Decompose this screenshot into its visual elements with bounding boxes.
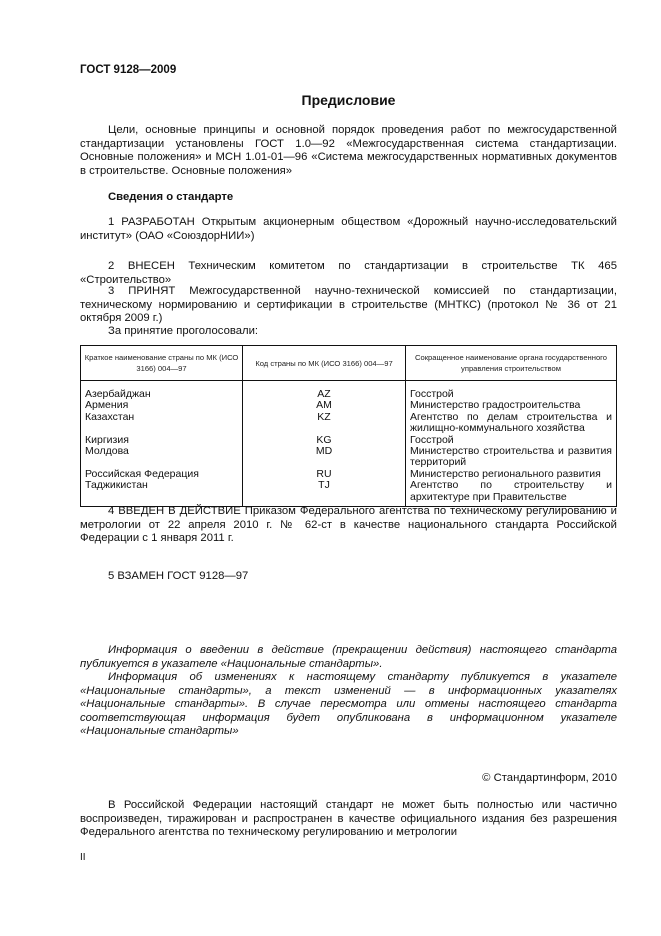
info-paragraph-2: Информация об изменениях к настоящему стандарту публикуется в указателе «Национальные стандарты», а текст изменений — в информационных указателях «Национальные стандарты». В случае пересмотра или отмены настоящего стандарта соответствующая информация будет опубликована в информационном указателе «Национальные стандарты» — [80, 671, 617, 738]
page-number: II — [80, 852, 86, 863]
col-header-authority: Сокращенное наименование органа государственного управления строительством — [406, 346, 617, 381]
table-row — [81, 480, 617, 506]
vote-label: За принятие проголосовали: — [108, 325, 259, 337]
info-paragraph-1: Информация о введении в действие (прекращении действия) настоящего стандарта публикуется в указателе «Национальные стандарты». — [80, 644, 617, 670]
cell-authority: Агентство по строительству и архитектуре при Правительстве — [406, 480, 617, 506]
cell-code: KZ — [243, 412, 406, 435]
cell-code: AZ — [243, 381, 406, 401]
cell-country: Молдова — [81, 446, 243, 469]
table-row — [81, 446, 617, 469]
cell-code: TJ — [243, 480, 406, 506]
item-4: 4 ВВЕДЕН В ДЕЙСТВИЕ Приказом Федерального агентства по техническому регулированию и метрологии от 22 апреля 2010 г. № 62-ст в качестве национального стандарта Российской Федерации с 1 января 2011 г. — [80, 505, 617, 545]
cell-authority: Министерство строительства и развития территорий — [406, 446, 617, 469]
intro-paragraph: Цели, основные принципы и основной порядок проведения работ по межгосударственной стандартизации установлены ГОСТ 1.0—92 «Межгосударственная система стандартизации. Основные положения» и МСН 1.01-01—96 «Система межгосударственных нормативных документов в строительстве. Основные положения» — [80, 124, 617, 177]
cell-authority: Министерство градостроительства — [406, 400, 617, 411]
cell-country: Российская Федерация — [81, 469, 243, 480]
cell-code: KG — [243, 435, 406, 446]
cell-country: Армения — [81, 400, 243, 411]
page-title: Предисловие — [301, 92, 396, 108]
rights-paragraph: В Российской Федерации настоящий стандарт не может быть полностью или частично воспроизведен, тиражирован и распространен в качестве официального издания без разрешения Федерального агентства по техническому регулированию и метрологии — [80, 799, 617, 839]
vote-table — [80, 345, 617, 507]
cell-country: Казахстан — [81, 412, 243, 435]
col-header-country: Краткое наименование страны по МК (ИСО 3166) 004—97 — [81, 346, 243, 381]
item-5: 5 ВЗАМЕН ГОСТ 9128—97 — [108, 570, 249, 582]
document-header: ГОСТ 9128—2009 — [80, 64, 177, 76]
item-3: 3 ПРИНЯТ Межгосударственной научно-технической комиссией по стандартизации, техническому нормированию и сертификации в строительстве (МНТКС) (протокол № 36 от 21 октября 2009 г.) — [80, 285, 617, 325]
item-2: 2 ВНЕСЕН Техническим комитетом по стандартизации в строительстве ТК 465 «Строительство» — [80, 260, 617, 286]
cell-code: MD — [243, 446, 406, 469]
item-1: 1 РАЗРАБОТАН Открытым акционерным обществом «Дорожный научно-исследовательский институт» (ОАО «СоюздорНИИ») — [80, 216, 617, 242]
cell-authority: Госстрой — [406, 435, 617, 446]
cell-code: RU — [243, 469, 406, 480]
section-title: Сведения о стандарте — [108, 191, 234, 203]
cell-country: Азербайджан — [81, 381, 243, 401]
copyright: © Стандартинформ, 2010 — [482, 772, 617, 784]
table-row — [81, 412, 617, 435]
cell-country: Таджикистан — [81, 480, 243, 506]
table-row — [81, 381, 617, 401]
cell-authority: Госстрой — [406, 381, 617, 401]
cell-country: Киргизия — [81, 435, 243, 446]
cell-authority: Агентство по делам строительства и жилищно-коммунального хозяйства — [406, 412, 617, 435]
cell-authority: Министерство регионального развития — [406, 469, 617, 480]
cell-code: AM — [243, 400, 406, 411]
col-header-code: Код страны по МК (ИСО 3166) 004—97 — [243, 346, 406, 381]
